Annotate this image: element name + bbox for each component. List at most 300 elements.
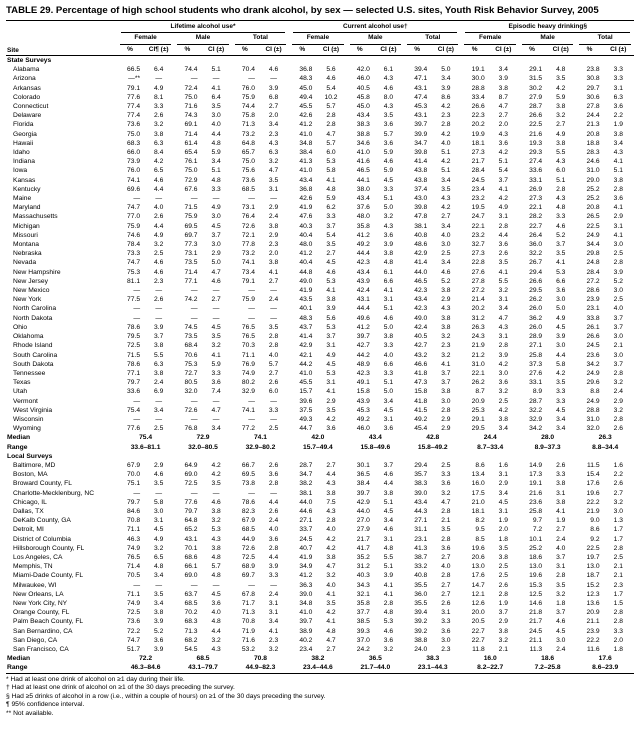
- percent-cell: 28.7: [299, 461, 313, 469]
- ci-cell: 3.8: [383, 489, 394, 497]
- ci-cell: 3.6: [211, 379, 221, 387]
- site-cell: Wyoming: [13, 425, 41, 433]
- ci-cell: 3.2: [268, 158, 279, 166]
- percent-cell: 73.3: [127, 250, 141, 258]
- ci-cell: 4.9: [154, 84, 164, 92]
- percent-cell: 42.3: [414, 287, 428, 295]
- ci-cell: 4.3: [498, 130, 508, 138]
- sex-header: Male: [174, 33, 231, 45]
- ci-cell: 3.5: [556, 379, 566, 387]
- ci-cell: 4.1: [268, 268, 279, 276]
- percent-cell: 9.2: [590, 535, 600, 543]
- percent-cell: 42.3: [414, 305, 428, 313]
- ci-cell: 2.4: [268, 590, 279, 598]
- site-cell: Arkansas: [13, 84, 41, 92]
- percent-cell: 15.8: [356, 388, 370, 396]
- ci-cell: 2.9: [498, 618, 508, 626]
- ci-cell: 4.8: [154, 563, 164, 571]
- ci-cell: 4.8: [326, 185, 336, 193]
- ci-cell: 3.3: [556, 388, 566, 396]
- ci-cell: 4.6: [441, 268, 451, 276]
- ci-cell: —: [270, 287, 277, 295]
- percent-cell: 43.2: [414, 351, 428, 359]
- summary-value: 32.0–80.5: [188, 443, 218, 451]
- percent-cell: 23.6: [529, 498, 543, 506]
- summary-value: 70.8: [253, 655, 267, 663]
- percent-cell: 23.9: [586, 627, 600, 635]
- ci-cell: 4.9: [154, 231, 164, 239]
- ci-cell: 4.1: [613, 231, 623, 239]
- ci-cell: 5.9: [326, 195, 336, 203]
- percent-cell: 76.4: [241, 213, 255, 221]
- ci-cell: 4.4: [326, 471, 336, 479]
- table-row: [6, 304, 634, 313]
- percent-cell: 32.1: [356, 590, 370, 598]
- percent-cell: 77.5: [127, 296, 141, 304]
- ci-cell: 3.9: [383, 572, 394, 580]
- ci-cell: 4.5: [211, 222, 221, 230]
- percent-cell: 31.0: [586, 167, 600, 175]
- percent-cell: 77.1: [184, 277, 198, 285]
- ci-cell: 6.1: [383, 66, 394, 74]
- ci-cell: 4.8: [211, 572, 221, 580]
- ci-cell: 3.2: [154, 121, 164, 129]
- percent-cell: 23.6: [586, 351, 600, 359]
- percent-cell: 77.1: [127, 369, 141, 377]
- percent-cell: 36.0: [414, 590, 428, 598]
- ci-cell: 5.3: [383, 618, 394, 626]
- ci-cell: 5.0: [383, 323, 394, 331]
- summary-value: 36.5: [368, 655, 382, 663]
- ci-cell: 3.6: [383, 636, 394, 644]
- table-row: [6, 599, 634, 608]
- ci-cell: 2.8: [441, 121, 451, 129]
- ci-cell: 3.7: [556, 241, 566, 249]
- percent-cell: 82.3: [241, 507, 255, 515]
- percent-cell: 35.8: [356, 599, 370, 607]
- footnote: ¶ 95% confidence interval.: [6, 701, 85, 709]
- ci-cell: 5.5: [154, 351, 164, 359]
- percent-cell: 33.2: [414, 563, 428, 571]
- ci-cell: 2.9: [613, 397, 623, 405]
- ci-cell: 2.4: [268, 296, 279, 304]
- site-cell: Texas: [13, 379, 31, 387]
- table-row: [6, 617, 634, 626]
- summary-label: Median: [7, 434, 31, 442]
- ci-cell: 4.5: [383, 406, 394, 414]
- percent-cell: 19.9: [471, 130, 485, 138]
- percent-cell: 21.1: [586, 618, 600, 626]
- ci-cell: 8.7: [498, 93, 508, 101]
- site-cell: Nevada: [13, 259, 37, 267]
- ci-cell: 2.6: [154, 296, 164, 304]
- percent-cell: 27.3: [471, 250, 485, 258]
- percent-cell: 38.0: [356, 185, 370, 193]
- site-cell: Detroit, MI: [13, 526, 44, 534]
- ci-cell: 3.8: [556, 498, 566, 506]
- percent-cell: 67.9: [241, 517, 255, 525]
- percent-cell: 23.8: [586, 66, 600, 74]
- table-row: [6, 571, 634, 580]
- ci-cell: 3.5: [556, 250, 566, 258]
- ci-cell: 2.7: [326, 646, 336, 653]
- ci-cell: 2.6: [613, 480, 623, 488]
- percent-cell: 72.2: [127, 627, 141, 635]
- percent-cell: 42.1: [299, 351, 313, 359]
- percent-cell: 19.6: [586, 489, 600, 497]
- ci-cell: 4.5: [383, 507, 394, 515]
- ci-cell: 3.8: [498, 627, 508, 635]
- percent-cell: 69.0: [184, 471, 198, 479]
- summary-value: 18.6: [541, 655, 555, 663]
- summary-value: 42.8: [426, 434, 440, 442]
- ci-cell: 2.6: [268, 461, 279, 469]
- percent-cell: 49.0: [299, 277, 313, 285]
- percent-cell: 18.6: [529, 553, 543, 561]
- percent-cell: 34.7: [299, 471, 313, 479]
- ci-cell: 2.3: [441, 646, 451, 653]
- ci-cell: 2.7: [326, 461, 336, 469]
- ci-cell: 5.9: [211, 149, 221, 157]
- percent-cell: 15.8: [414, 388, 428, 396]
- percent-cell: 69.6: [127, 185, 141, 193]
- percent-cell: 42.3: [356, 369, 370, 377]
- ci-cell: 3.3: [211, 185, 221, 193]
- ci-cell: 4.2: [498, 360, 508, 368]
- ci-cell: 2.6: [268, 507, 279, 515]
- metric-header: CI (±): [430, 45, 461, 56]
- percent-cell: 25.8: [529, 351, 543, 359]
- ci-cell: 5.1: [383, 563, 394, 571]
- percent-cell: 45.5: [299, 103, 313, 111]
- table-row: [6, 231, 634, 240]
- site-cell: Iowa: [13, 167, 28, 175]
- ci-cell: 3.0: [613, 287, 623, 295]
- ci-cell: 3.4: [613, 139, 623, 147]
- percent-cell: 24.7: [471, 213, 485, 221]
- ci-cell: 3.0: [441, 636, 451, 644]
- ci-cell: 4.2: [498, 149, 508, 157]
- site-cell: Indiana: [13, 158, 35, 166]
- ci-cell: 4.2: [154, 158, 164, 166]
- percent-cell: 72.4: [184, 84, 198, 92]
- percent-cell: 75.0: [184, 93, 198, 101]
- ci-cell: 3.7: [498, 176, 508, 184]
- percent-cell: 41.7: [356, 544, 370, 552]
- ci-cell: 4.2: [211, 471, 221, 479]
- ci-cell: 4.0: [556, 544, 566, 552]
- percent-cell: 38.1: [299, 489, 313, 497]
- percent-cell: 47.6: [299, 213, 313, 221]
- ci-cell: 4.8: [383, 259, 394, 267]
- percent-cell: 72.6: [184, 406, 198, 414]
- ci-cell: 2.5: [441, 250, 451, 258]
- ci-cell: 3.8: [211, 507, 221, 515]
- percent-cell: 65.7: [241, 149, 255, 157]
- ci-cell: 3.1: [498, 333, 508, 341]
- percent-cell: 77.6: [184, 498, 198, 506]
- percent-cell: 29.6: [586, 379, 600, 387]
- percent-cell: 45.3: [414, 103, 428, 111]
- site-cell: Los Angeles, CA: [13, 553, 63, 561]
- ci-cell: —: [212, 581, 220, 589]
- ci-cell: 4.2: [441, 103, 451, 111]
- ci-cell: 4.1: [211, 84, 221, 92]
- ci-cell: 3.5: [498, 544, 508, 552]
- ci-cell: 3.4: [441, 222, 451, 230]
- ci-cell: —: [212, 75, 220, 83]
- percent-cell: 42.4: [414, 323, 428, 331]
- ci-cell: 3.0: [498, 369, 508, 377]
- ci-cell: 3.6: [613, 103, 623, 111]
- percent-cell: 37.6: [356, 204, 370, 212]
- ci-cell: 2.8: [556, 185, 566, 193]
- ci-cell: 2.5: [613, 553, 623, 561]
- ci-cell: 4.5: [498, 498, 508, 506]
- percent-cell: 46.0: [356, 425, 370, 433]
- site-cell: New Jersey: [13, 277, 48, 285]
- ci-cell: 3.2: [211, 342, 221, 350]
- ci-cell: 3.6: [441, 627, 451, 635]
- ci-cell: 2.8: [326, 112, 336, 120]
- ci-cell: 6.3: [154, 139, 164, 147]
- percent-cell: 33.7: [299, 526, 313, 534]
- site-cell: Vermont: [13, 397, 38, 405]
- ci-cell: 4.1: [326, 287, 336, 295]
- percent-cell: 38.9: [299, 627, 313, 635]
- ci-cell: 1.7: [613, 590, 623, 598]
- ci-cell: 4.7: [211, 406, 221, 414]
- ci-cell: 2.3: [268, 241, 279, 249]
- percent-cell: 30.0: [471, 75, 485, 83]
- percent-cell: 19.5: [471, 204, 485, 212]
- percent-cell: —: [248, 397, 255, 405]
- percent-cell: 21.1: [529, 636, 543, 644]
- ci-cell: 2.3: [441, 112, 451, 120]
- percent-cell: 40.1: [299, 305, 313, 313]
- percent-cell: 26.5: [586, 213, 600, 221]
- summary-label: Median: [7, 655, 31, 663]
- ci-cell: 3.2: [498, 287, 508, 295]
- ci-cell: 5.3: [326, 323, 336, 331]
- metric-header: CI (±): [488, 45, 519, 56]
- percent-cell: 12.3: [586, 590, 600, 598]
- percent-cell: 27.3: [529, 195, 543, 203]
- percent-cell: 39.2: [414, 618, 428, 626]
- site-cell: Kentucky: [13, 185, 41, 193]
- ci-cell: 2.9: [326, 397, 336, 405]
- ci-cell: —: [212, 314, 220, 322]
- percent-cell: 73.6: [127, 121, 141, 129]
- ci-cell: 4.1: [268, 627, 279, 635]
- metric-header: %: [117, 45, 143, 56]
- ci-cell: 3.1: [383, 296, 394, 304]
- ci-cell: 4.8: [556, 204, 566, 212]
- percent-cell: 74.9: [127, 599, 141, 607]
- ci-cell: 3.5: [556, 581, 566, 589]
- percent-cell: 27.6: [529, 369, 543, 377]
- ci-cell: —: [155, 314, 163, 322]
- ci-cell: 5.1: [556, 176, 566, 184]
- percent-cell: 76.0: [241, 84, 255, 92]
- site-cell: Maine: [13, 195, 32, 203]
- site-cell: Idaho: [13, 149, 30, 157]
- table-row: [6, 222, 634, 231]
- percent-cell: 26.4: [529, 231, 543, 239]
- ci-cell: 2.9: [268, 231, 279, 239]
- ci-cell: 5.1: [211, 66, 221, 74]
- ci-cell: —: [155, 415, 163, 423]
- ci-cell: 6.4: [211, 93, 221, 101]
- percent-cell: 73.2: [241, 250, 255, 258]
- percent-cell: 24.0: [414, 646, 428, 653]
- ci-cell: 4.6: [211, 498, 221, 506]
- percent-cell: 47.8: [414, 213, 428, 221]
- footnote: ** Not available.: [6, 709, 54, 717]
- ci-cell: 3.6: [383, 139, 394, 147]
- ci-cell: 4.2: [211, 461, 221, 469]
- site-cell: New Mexico: [13, 287, 50, 295]
- ci-cell: 2.8: [441, 535, 451, 543]
- percent-cell: 34.7: [414, 139, 428, 147]
- percent-cell: 48.3: [299, 314, 313, 322]
- ci-cell: 3.2: [556, 112, 566, 120]
- ci-cell: 3.9: [556, 333, 566, 341]
- percent-cell: 27.1: [529, 342, 543, 350]
- summary-value: 28.0: [541, 434, 555, 442]
- percent-cell: 31.0: [586, 415, 600, 423]
- summary-row: [6, 654, 634, 663]
- ci-cell: 4.0: [441, 563, 451, 571]
- percent-cell: 28.8: [471, 84, 485, 92]
- ci-cell: 3.3: [613, 627, 623, 635]
- percent-cell: 26.0: [529, 305, 543, 313]
- percent-cell: —: [133, 397, 141, 405]
- percent-cell: 32.9: [241, 388, 255, 396]
- site-cell: New Orleans, LA: [13, 590, 64, 598]
- percent-cell: 25.2: [529, 544, 543, 552]
- ci-cell: 5.0: [441, 66, 451, 74]
- percent-cell: 76.5: [127, 553, 141, 561]
- ci-cell: 3.4: [498, 305, 508, 313]
- percent-cell: 71.1: [127, 526, 141, 534]
- percent-cell: 9.0: [590, 517, 600, 525]
- ci-cell: 4.3: [268, 139, 279, 147]
- ci-cell: 3.3: [556, 213, 566, 221]
- table-row: [6, 351, 634, 360]
- percent-cell: 24.9: [586, 231, 600, 239]
- ci-cell: 3.0: [556, 296, 566, 304]
- percent-cell: 70.3: [241, 342, 255, 350]
- percent-cell: 77.6: [127, 93, 141, 101]
- ci-cell: 3.9: [154, 618, 164, 626]
- ci-cell: 3.7: [613, 314, 623, 322]
- percent-cell: 41.4: [299, 333, 313, 341]
- ci-cell: 4.4: [556, 351, 566, 359]
- percent-cell: 14.9: [529, 461, 543, 469]
- site-cell: West Virginia: [13, 406, 53, 414]
- ci-cell: 3.2: [211, 517, 221, 525]
- percent-cell: 71.4: [127, 563, 141, 571]
- percent-cell: 43.7: [299, 323, 313, 331]
- ci-cell: 4.1: [556, 507, 566, 515]
- percent-cell: 31.5: [529, 75, 543, 83]
- ci-cell: 3.0: [441, 241, 451, 249]
- percent-cell: 33.1: [529, 379, 543, 387]
- sex-header: Total: [232, 33, 289, 45]
- ci-cell: 5.9: [383, 167, 394, 175]
- percent-cell: 66.5: [127, 66, 141, 74]
- percent-cell: 44.4: [356, 305, 370, 313]
- ci-cell: 4.9: [556, 314, 566, 322]
- percent-cell: 49.2: [414, 415, 428, 423]
- ci-cell: 2.4: [268, 517, 279, 525]
- ci-cell: 5.6: [326, 66, 336, 74]
- percent-cell: —: [190, 581, 198, 589]
- summary-value: 43.4: [368, 434, 382, 442]
- percent-cell: 7.2: [532, 526, 543, 534]
- percent-cell: 79.5: [127, 333, 141, 341]
- ci-cell: 3.6: [441, 544, 451, 552]
- percent-cell: 18.8: [586, 139, 600, 147]
- footnote: † Had at least one drink of alcohol on ≥1 of the 30 days preceding the survey.: [6, 684, 235, 692]
- percent-cell: 35.2: [356, 553, 370, 561]
- site-cell: Connecticut: [13, 103, 49, 111]
- ci-cell: —: [270, 305, 277, 313]
- percent-cell: 31.2: [356, 563, 370, 571]
- ci-cell: 5.7: [326, 103, 336, 111]
- ci-cell: 4.1: [498, 268, 508, 276]
- site-cell: Colorado: [13, 93, 41, 101]
- ci-cell: 2.7: [613, 489, 623, 497]
- ci-cell: 3.9: [383, 241, 394, 249]
- ci-cell: —: [270, 489, 277, 497]
- sex-header: Total: [576, 33, 634, 45]
- table-row: [6, 397, 634, 406]
- percent-cell: 17.3: [529, 471, 543, 479]
- ci-cell: 4.6: [383, 158, 394, 166]
- percent-cell: 47.1: [414, 75, 428, 83]
- ci-cell: 3.1: [556, 489, 566, 497]
- ci-cell: 5.1: [441, 167, 451, 175]
- percent-cell: 80.2: [241, 379, 255, 387]
- metric-header: %: [461, 45, 487, 56]
- percent-cell: 15.7: [299, 388, 313, 396]
- ci-cell: 2.7: [268, 277, 279, 285]
- ci-cell: 4.5: [211, 590, 221, 598]
- ci-cell: 2.8: [326, 517, 336, 525]
- ci-cell: 3.8: [498, 553, 508, 561]
- percent-cell: 17.6: [586, 480, 600, 488]
- ci-cell: 3.5: [268, 176, 279, 184]
- ci-cell: 1.7: [613, 526, 623, 534]
- percent-cell: 72.5: [184, 480, 198, 488]
- percent-cell: 42.9: [414, 250, 428, 258]
- percent-cell: 76.9: [241, 360, 255, 368]
- ci-cell: 1.8: [498, 535, 508, 543]
- percent-cell: 40.2: [299, 636, 313, 644]
- ci-cell: 4.0: [326, 581, 336, 589]
- ci-cell: 3.9: [154, 646, 164, 653]
- percent-cell: 9.5: [475, 526, 485, 534]
- percent-cell: 67.9: [127, 461, 141, 469]
- table-row: [6, 489, 634, 498]
- table-row: [6, 203, 634, 212]
- summary-value: 8.7–33.4: [477, 443, 504, 451]
- summary-row: [6, 433, 634, 442]
- site-cell: New York: [13, 296, 42, 304]
- percent-cell: 39.4: [414, 609, 428, 617]
